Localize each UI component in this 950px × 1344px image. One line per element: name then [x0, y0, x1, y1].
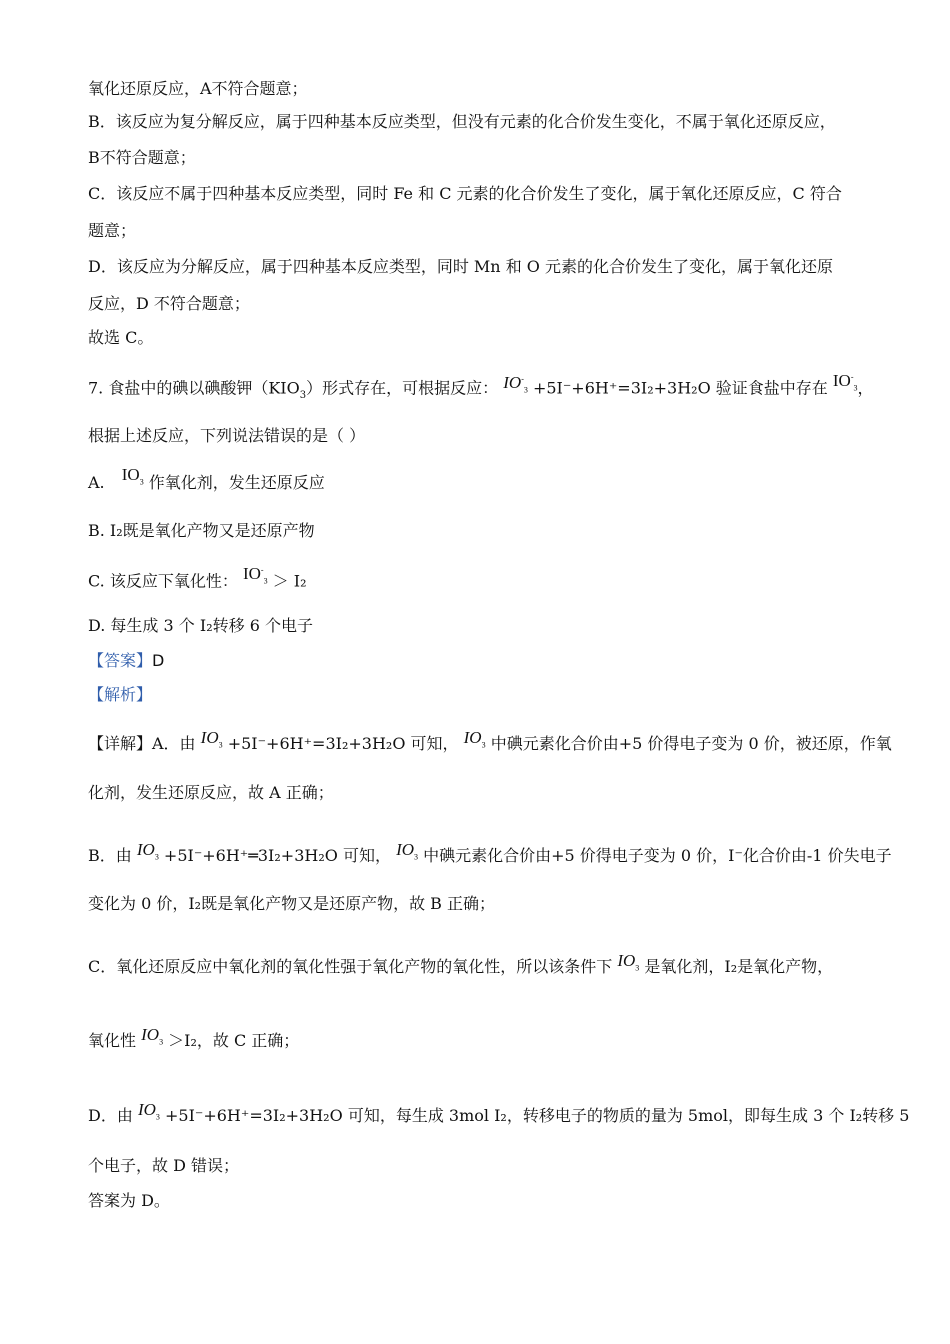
equation: +5I⁻+6H⁺=3I₂+3H₂O: [532, 378, 711, 398]
text-line: 故选 C。: [88, 328, 154, 347]
explain-text: D．由: [88, 1106, 133, 1125]
explain-d: [88, 1100, 910, 1134]
option-d: D. 每生成 3 个 I₂转移 6 个电子: [88, 616, 313, 635]
text-line: D．该反应为分解反应，属于四种基本反应类型，同时 Mn 和 O 元素的化合价发生了变化，属于氧化还原: [88, 257, 833, 276]
option-a: [88, 465, 325, 501]
formula-io3: $IO^-_3$: [832, 370, 858, 393]
question-stem: [88, 370, 874, 407]
stem-text: 7. 食盐中的碘以碘酸钾（KIO: [88, 378, 300, 398]
explain-a-line2: 化剂，发生还原反应，故 A 正确；: [88, 783, 334, 802]
formula-io3: $IO_3$: [200, 728, 223, 750]
explain-text: 氧化性: [88, 1031, 137, 1050]
equation: +5I⁻+6H⁺=3I₂+3H₂O: [164, 1106, 343, 1125]
explain-d-line2: 个电子，故 D 错误；: [88, 1156, 240, 1175]
explain-text: 可知，: [342, 846, 391, 865]
option-c: [88, 563, 307, 600]
explain-text: 中碘元素化合价由+5 价得电子变为 0 价，I⁻化合价由-1 价失电子: [423, 846, 892, 865]
explain-text: C．氧化还原反应中氧化剂的氧化性强于氧化产物的氧化性，所以该条件下: [88, 957, 613, 976]
answer-value: D: [152, 651, 165, 670]
formula-io3: $IO_3$: [141, 1025, 164, 1047]
formula-io3: $IO_3$: [396, 840, 419, 862]
formula-io3: $IO_3$: [617, 951, 640, 973]
equation: +5I⁻+6H⁺=3I₂+3H₂O: [227, 734, 406, 753]
stem-text: ，: [857, 378, 874, 398]
formula-io3: $IO_3$: [121, 465, 144, 487]
explain-b-line2: 变化为 0 价，I₂既是氧化产物又是还原产物，故 B 正确；: [88, 894, 496, 913]
answer-line: [88, 650, 164, 672]
explain-text: ＞I₂，故 C 正确；: [168, 1031, 300, 1050]
text-line: 题意；: [88, 221, 137, 240]
equation: +5I⁻+6H⁺═3I₂+3H₂O: [163, 846, 338, 865]
stem-text: 验证食盐中存在: [715, 378, 828, 398]
text-line: 氧化还原反应，A不符合题意；: [88, 79, 308, 98]
explain-text: B．由: [88, 846, 132, 865]
answer-label: 【答案】: [88, 651, 153, 670]
option-text: 作氧化剂，发生还原反应: [148, 473, 325, 492]
explain-c: [88, 951, 834, 985]
question-stem-2: 根据上述反应，下列说法错误的是（ ）: [88, 426, 366, 445]
analysis-label: 【解析】: [88, 685, 153, 704]
explain-text: 可知，每生成 3mol I₂，转移电子的物质的量为 5mol，即每生成 3 个 I₂转移 5: [347, 1106, 910, 1125]
formula-io3: $IO_3$: [137, 1100, 160, 1122]
option-text: C. 该反应下氧化性：: [88, 571, 238, 591]
explain-a: [88, 728, 892, 762]
formula-io3: $IO_3$: [463, 728, 486, 750]
conclusion: 答案为 D。: [88, 1191, 170, 1210]
option-label: A.: [88, 473, 105, 492]
text-line: B．该反应为复分解反应，属于四种基本反应类型，但没有元素的化合价发生变化，不属于氧化还原反应，: [88, 112, 836, 131]
formula-io3: $IO^-_3$: [503, 372, 528, 395]
formula-io3: $IO_3$: [136, 840, 159, 862]
text-line: C．该反应不属于四种基本反应类型，同时 Fe 和 C 元素的化合价发生了变化，属于氧化还原反应，C 符合: [88, 184, 842, 203]
formula-io3: $IO^-_3$: [242, 563, 268, 586]
explain-text: 是氧化剂，I₂是氧化产物，: [644, 957, 834, 976]
explain-c-line2: [88, 1025, 300, 1059]
text-line: 反应，D 不符合题意；: [88, 294, 250, 313]
text-line: B不符合题意；: [88, 148, 196, 167]
explain-text: 【详解】A．由: [88, 734, 196, 753]
explain-text: 中碘元素化合价由+5 价得电子变为 0 价，被还原，作氧: [490, 734, 892, 753]
stem-text: ）形式存在，可根据反应：: [306, 378, 499, 398]
option-text: ＞ I₂: [272, 571, 307, 591]
subscript: 3: [299, 389, 307, 401]
explain-b: [88, 840, 892, 874]
option-b: B. I₂既是氧化产物又是还原产物: [88, 521, 315, 540]
explain-text: 可知，: [410, 734, 459, 753]
